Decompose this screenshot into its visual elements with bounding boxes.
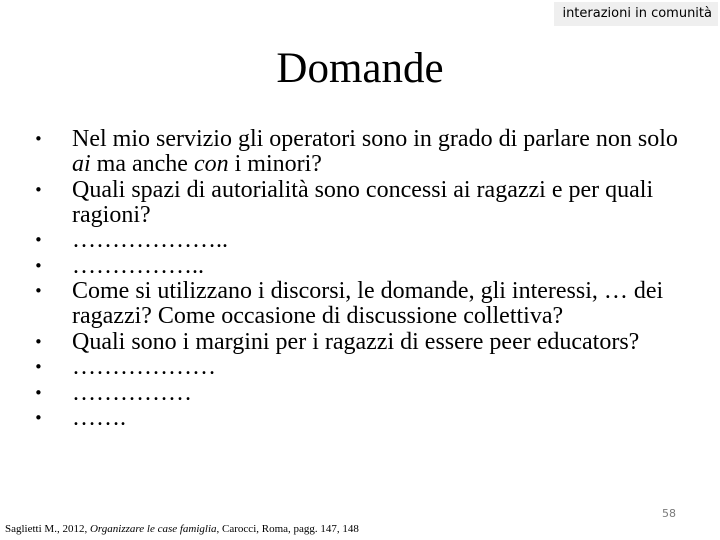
bullet-item bbox=[34, 254, 694, 279]
bullet-text: Quali sono i margini per i ragazzi di essere peer educators? bbox=[72, 328, 640, 355]
bullet-text: ma anche bbox=[90, 151, 194, 177]
bullet-icon: • bbox=[34, 130, 43, 148]
bullet-item bbox=[34, 381, 694, 406]
section-tag: interazioni in comunità bbox=[554, 2, 718, 26]
bullet-text: i minori? bbox=[228, 151, 322, 177]
citation bbox=[5, 523, 359, 535]
bullet-item bbox=[34, 228, 694, 253]
citation-title: Organizzare le case famiglia bbox=[89, 523, 217, 535]
bullet-icon: • bbox=[34, 180, 43, 199]
bullet-icon: • bbox=[34, 409, 43, 427]
bullet-icon: • bbox=[34, 332, 43, 351]
bullet-item bbox=[34, 178, 694, 228]
bullet-text: Nel mio servizio gli operatori sono in grado di parlare non solo bbox=[72, 126, 678, 152]
bullet-icon: • bbox=[34, 383, 43, 402]
bullet-emphasis: con bbox=[193, 151, 229, 177]
bullet-text: …………… bbox=[72, 379, 192, 406]
bullet-icon: • bbox=[34, 282, 43, 300]
bullet-text: Quali spazi di autorialità sono concessi ai ragazzi e per quali ragioni? bbox=[72, 176, 654, 228]
bullet-text: ……. bbox=[72, 405, 126, 431]
bullet-item bbox=[34, 355, 694, 380]
citation-author: Saglietti M., 2012, bbox=[5, 523, 90, 535]
citation-publisher: , Carocci, Roma, pagg. 147, 148 bbox=[216, 523, 359, 535]
bullet-item bbox=[34, 330, 694, 355]
bullet-icon: • bbox=[34, 358, 43, 376]
bullet-icon: • bbox=[34, 256, 43, 275]
bullet-text: …………….. bbox=[72, 252, 204, 279]
page-number: 58 bbox=[662, 507, 676, 520]
bullet-text: ……………… bbox=[72, 354, 216, 380]
bullet-item bbox=[34, 127, 694, 177]
bullet-item bbox=[34, 279, 694, 329]
slide-title: Domande bbox=[276, 45, 444, 92]
bullet-text: Come si utilizzano i discorsi, le domande, gli interessi, … dei ragazzi? Come occasione di discussione collettiva? bbox=[72, 278, 664, 329]
bullet-list bbox=[34, 127, 694, 432]
bullet-item bbox=[34, 406, 694, 431]
bullet-emphasis: ai bbox=[72, 151, 91, 177]
bullet-text: ……………….. bbox=[72, 227, 228, 253]
bullet-icon: • bbox=[34, 231, 43, 249]
